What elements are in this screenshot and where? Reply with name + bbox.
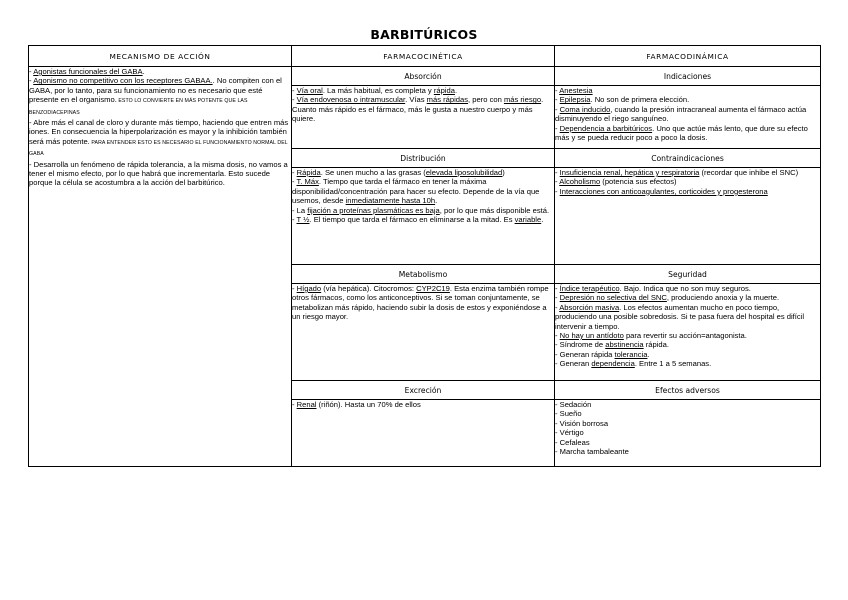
list-item: - Hígado (vía hepática). Citocromos: CYP2C19. Esta enzima también rompe otros fármacos, como los anticonceptivos. Si se toman conjuntamente, se metabolizan más rápido, haciendo subir la dosis de estos y exponiéndose a un riesgo mayor.: [292, 284, 549, 322]
mecanismo-item: - Agonistas funcionales del GABA.: [29, 67, 145, 76]
header-farmacodinamica: FARMACODINÁMICA: [555, 46, 821, 67]
mecanismo-item: - Abre más el canal de cloro y durante más tiempo, haciendo que entren más iones. En consecuencia la hiperpolarización es mayor y la inhibición también será más potente. PARA ENTENDER ESTO ES NECESARIO EL FUNCIONAMIENTO NORMAL DEL GABA: [29, 118, 289, 158]
contraindicaciones-cell: [555, 168, 821, 265]
section-title-efectos: Efectos adversos: [555, 381, 821, 400]
page-title: BARBITÚRICOS: [370, 27, 478, 42]
seguridad-cell: [555, 284, 821, 381]
absorcion-cell: [292, 86, 555, 149]
section-title-contraindicaciones: Contraindicaciones: [555, 149, 821, 168]
list-item: - Síndrome de abstinencia rápida.: [555, 340, 669, 350]
list-item: - Depresión no selectiva del SNC, produciendo anoxia y la muerte.: [555, 293, 780, 303]
list-item: - Coma inducido, cuando la presión intracraneal aumenta el fármaco actúa disminuyendo el riego sanguíneo.: [555, 104, 807, 124]
list-item: - Absorción masiva. Los efectos aumentan mucho en poco tiempo, produciendo una posible sobredosis. Si te pasa fuera del hospital es difícil intervenir a tiempo.: [555, 302, 805, 331]
mecanismo-cell: [29, 67, 292, 467]
list-item: - Epilepsia. No son de primera elección.: [555, 95, 690, 105]
list-item: - Índice terapéutico. Bajo. Indica que no son muy seguros.: [555, 284, 751, 293]
metabolismo-cell: [292, 284, 555, 381]
list-item: - Generan rápida tolerancia.: [555, 349, 650, 359]
section-title-distribucion: Distribución: [292, 149, 555, 168]
list-item: - Renal (riñón). Hasta un 70% de ellos: [292, 400, 421, 409]
distribucion-cell: [292, 168, 555, 265]
list-item: - Vía oral. La más habitual, es completa y rápida.: [292, 86, 458, 95]
header-farmacocinetica: FARMACOCINÉTICA: [292, 46, 555, 67]
list-item: - Sedación: [555, 400, 592, 409]
list-item: - Alcoholismo (potencia sus efectos): [555, 177, 677, 187]
section-title-seguridad: Seguridad: [555, 265, 821, 284]
section-title-indicaciones: Indicaciones: [555, 67, 821, 86]
mecanismo-item: - Desarrolla un fenómeno de rápida tolerancia, a la misma dosis, no vamos a tener el mismo efecto, por lo que habrá que incrementarla. Esto sucede porque la célula se acostumbra a la acción del barbitúrico.: [29, 159, 288, 188]
excrecion-cell: [292, 400, 555, 467]
efectos-cell: [555, 400, 821, 467]
list-item: - Vía endovenosa o intramuscular. Vías más rápidas, pero con más riesgo. Cuanto más rápido es el fármaco, más le gusta a nuestro cuerpo y más quiere.: [292, 95, 544, 124]
list-item: - Vértigo: [555, 428, 584, 438]
list-item: - Sueño: [555, 409, 582, 419]
indicaciones-cell: [555, 86, 821, 149]
list-item: - Insuficiencia renal, hepática y respiratoria (recordar que inhibe el SNC): [555, 168, 799, 177]
list-item: - La fijación a proteínas plasmáticas es baja, por lo que más disponible está.: [292, 205, 550, 215]
list-item: - Interacciones con anticoagulantes, corticoides y progesterona: [555, 186, 768, 196]
list-item: - Anestesia: [555, 86, 593, 95]
list-item: - Visión borrosa: [555, 418, 609, 428]
list-item: - T. Máx. Tiempo que tarda el fármaco en tener la máxima disponibilidad/concentración para hacer su efecto. Depende de la vía que usemos, desde inmediatamente hasta 10h.: [292, 177, 540, 206]
list-item: - Rápida. Se unen mucho a las grasas (elevada liposolubilidad): [292, 168, 505, 177]
summary-table: [28, 45, 821, 467]
list-item: - Cefaleas: [555, 437, 590, 447]
section-title-absorcion: Absorción: [292, 67, 555, 86]
list-item: - Generan dependencia. Entre 1 a 5 semanas.: [555, 359, 712, 369]
mecanismo-item: - Agonismo no competitivo con los receptores GABAA.. No compiten con el GABA, por lo tanto, para su funcionamiento no es necesario que esté presente en el organismo. ESTO LO CONVIERTE EN MÁS POTENTE QUE LAS BENZODIACEPINAS: [29, 76, 282, 116]
list-item: - Dependencia a barbitúricos. Uno que actúe más lento, que dure su efecto más y se pueda reducir poco a poco la dosis.: [555, 123, 808, 143]
list-item: - Marcha tambaleante: [555, 447, 629, 457]
list-item: - T ½. El tiempo que tarda el fármaco en eliminarse a la mitad. Es variable.: [292, 215, 544, 225]
header-mecanismo: MECANISMO DE ACCIÓN: [29, 46, 292, 67]
section-title-metabolismo: Metabolismo: [292, 265, 555, 284]
section-title-excrecion: Excreción: [292, 381, 555, 400]
list-item: - No hay un antídoto para revertir su acción=antagonista.: [555, 331, 747, 341]
